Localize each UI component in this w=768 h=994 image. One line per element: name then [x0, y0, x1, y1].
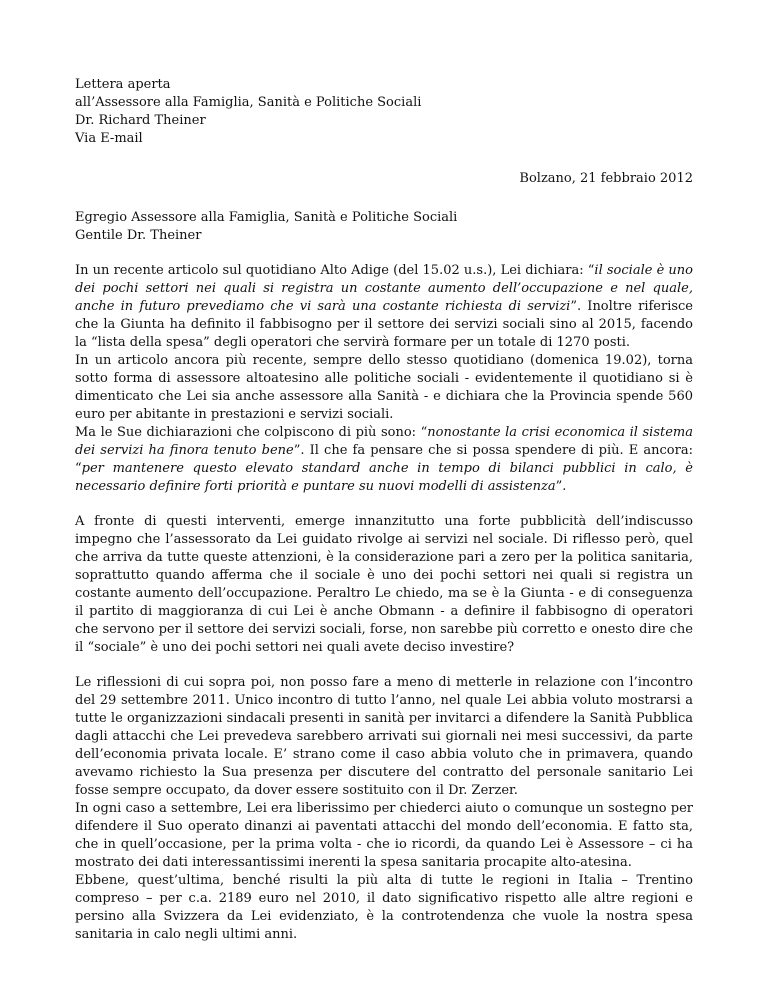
recipient-line: all’Assessore alla Famiglia, Sanità e Politiche Sociali: [75, 95, 422, 110]
letter-date: Bolzano, 21 febbraio 2012: [519, 171, 693, 186]
body-paragraph: Le riflessioni di cui sopra poi, non posso fare a meno di metterle in relazione con l’incontro del 29 settembre 2011. Unico incontro di tutto l’anno, nel quale Lei abbia voluto mostrarsi a tutte le organizzazioni sindacali presenti in sanità per invitarci a difendere la Sanità Pubblica dagli attacchi che Lei prevedeva sarebbero arrivati sui giornali nei mesi successivi, da parte dell’economia privata locale. E’ strano come il caso abbia voluto che in primavera, quando avevamo richiesto la Sua presenza per discutere del contratto del personale sanitario Lei fosse sempre occupato, da dover essere sostituito con il Dr. Zerzer.: [75, 675, 693, 798]
salutation-line: Gentile Dr. Theiner: [75, 228, 202, 243]
text-run: ”. Inoltre riferisce che la Giunta ha definito il fabbisogno per il settore dei servizi sociali sino al 2015, facendo la “lista della spesa” degli operatori che servirà formare per un totale di 1270 posti.: [75, 299, 694, 350]
body-paragraph: In un articolo ancora più recente, sempre dello stesso quotidiano (domenica 19.02), torna sotto forma di assessore altoatesino alle politiche sociali - evidentemente il quotidiano si è dimenticato che Lei sia anche assessore alla Sanità - e dichiara che la Provincia spende 560 euro per abitante in prestazioni e servizi sociali.: [75, 353, 693, 422]
recipient-name: Dr. Richard Theiner: [75, 113, 206, 128]
quote-text: il sociale è uno dei pochi settori nei quali si registra un costante aumento dell’occupazione e nel quale, anche in futuro prevediamo che vi sarà una costante richiesta di servizi: [75, 263, 693, 314]
body-section-3: [75, 674, 693, 944]
text-run: Ma le Sue dichiarazioni che colpiscono di più sono: “: [75, 425, 428, 440]
salutation-block: [75, 209, 693, 245]
text-run: ”.: [555, 479, 567, 494]
recipient-block: [75, 76, 693, 148]
quote-text: per mantenere questo elevato standard anche in tempo di bilanci pubblici in calo, è necessario definire forti priorità e puntare su nuovi modelli di assistenza: [75, 461, 693, 494]
salutation-line: Egregio Assessore alla Famiglia, Sanità e Politiche Sociali: [75, 210, 458, 225]
quote-text: nonostante la crisi economica il sistema dei servizi ha finora tenuto bene: [75, 425, 694, 458]
body-paragraph: Ebbene, quest’ultima, benché risulti la più alta di tutte le regioni in Italia – Trentino compreso – per c.a. 2189 euro nel 2010, il dato significativo rispetto alle altre regioni e persino alla Svizzera da Lei evidenziato, è la controtendenza che vuole la nostra spesa sanitaria in calo negli ultimi anni.: [75, 873, 693, 942]
recipient-line: Lettera aperta: [75, 77, 171, 92]
body-paragraph: [75, 262, 693, 352]
delivery-method: Via E-mail: [75, 131, 143, 146]
body-paragraph: [75, 424, 693, 496]
text-run: In un recente articolo sul quotidiano Alto Adige (del 15.02 u.s.), Lei dichiara: “: [75, 263, 595, 278]
letter-page: [75, 76, 693, 944]
body-section-1: [75, 262, 693, 496]
text-run: ”. Il che fa pensare che si possa spendere di più. E ancora: “: [75, 443, 693, 476]
body-paragraph: A fronte di questi interventi, emerge innanzitutto una forte pubblicità dell’indiscusso impegno che l’assessorato da Lei guidato rivolge ai servizi nel sociale. Di riflesso però, quel che arriva da tutte queste attenzioni, è la considerazione pari a zero per la politica sanitaria, soprattutto quando afferma che il sociale è uno dei pochi settori nei quali si registra un costante aumento dell’occupazione. Peraltro Le chiedo, ma se è la Giunta - e di conseguenza il partito di maggioranza di cui Lei è anche Obmann - a definire il fabbisogno di operatori che servono per il settore dei servizi sociali, forse, non sarebbe più corretto e onesto dire che il “sociale” è uno dei pochi settori nei quali avete deciso investire?: [75, 514, 693, 655]
body-paragraph: In ogni caso a settembre, Lei era liberissimo per chiederci aiuto o comunque un sostegno per difendere il Suo operato dinanzi ai paventati attacchi del mondo dell’economia. E fatto sta, che in quell’occasione, per la prima volta - che io ricordi, da quando Lei è Assessore – ci ha mostrato dei dati interessantissimi inerenti la spesa sanitaria procapite alto-atesina.: [75, 801, 693, 870]
body-section-2: [75, 513, 693, 657]
